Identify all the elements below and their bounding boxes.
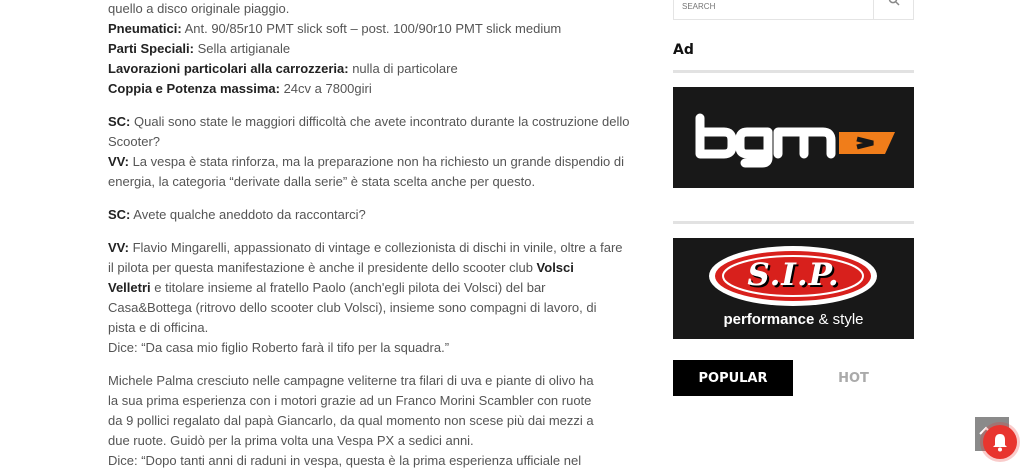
sip-logo-text: S.I.P.	[747, 257, 840, 293]
popular-hot-tabs	[673, 360, 914, 396]
interview-paragraph: VV: Flavio Mingarelli, appassionato di vintage e collezionista di dischi in vinile, oltre a fare il pilota per questa manifestazione è anche il presidente dello scooter club Volsci Velletri e titolare insieme al fratello Paolo (anch'egli pilota dei Volsci) del bar Casa&Bottega (ritrovo dello scooter club Volsci), insieme sono compagni di lavoro, di pista e di officina. Dice: “Da casa mio figlio Roberto farà il tifo per la squadra.”	[108, 240, 623, 355]
notification-bell-button[interactable]	[983, 425, 1017, 459]
specs-block	[108, 0, 608, 99]
ad-widget-title: Ad	[673, 42, 694, 58]
bio-paragraph: Michele Palma cresciuto nelle campagne veliterne tra filari di uva e piante di olivo ha la sua prima esperienza con i motori grazie ad un Franco Morini Scambler con ruote da 9 pollici regalato dal papà Giancarlo, da qual momento non scese più dai mezzi a due ruote. Guidò per la prima volta una Vespa PX a sedici anni. Dice: “Dopo tanti anni di raduni in vespa, questa è la prima esperienza ufficiale nel	[108, 373, 594, 468]
spec-line: quello a disco originale piaggio.	[108, 1, 290, 16]
spec-line: Coppia e Potenza massima: 24cv a 7800giri	[108, 81, 372, 96]
search-icon	[888, 0, 900, 6]
interview-paragraph: SC: Quali sono state le maggiori difficoltà che avete incontrato durante la costruzione dello Scooter? VV: La vespa è stata rinforza, ma la preparazione non ha richiesto un grande dispendio di energia, la categoria “derivate dalla serie” è stata scelta anche per questo.	[108, 114, 630, 189]
interview-paragraph: SC: Avete qualche aneddoto da raccontarci?	[108, 207, 366, 222]
search-input[interactable]	[674, 0, 872, 19]
spec-line: Lavorazioni particolari alla carrozzeria: nulla di particolare	[108, 61, 458, 76]
tab-popular[interactable]: POPULAR	[673, 360, 793, 396]
bgm-logo	[673, 87, 914, 188]
spec-line: Pneumatici: Ant. 90/85r10 PMT slick soft – post. 100/90r10 PMT slick medium	[108, 21, 562, 36]
search-form	[673, 0, 914, 20]
divider	[673, 70, 914, 73]
article-body	[108, 0, 630, 471]
bgm-ad-banner[interactable]	[673, 87, 914, 188]
spec-line: Parti Speciali: Sella artigianale	[108, 41, 291, 56]
search-button[interactable]	[873, 0, 913, 19]
sip-ad-banner[interactable]	[673, 238, 914, 339]
sip-tagline: performance & style	[723, 311, 864, 328]
tab-hot[interactable]: HOT	[838, 370, 869, 386]
divider	[673, 221, 914, 224]
bell-icon	[991, 432, 1009, 452]
